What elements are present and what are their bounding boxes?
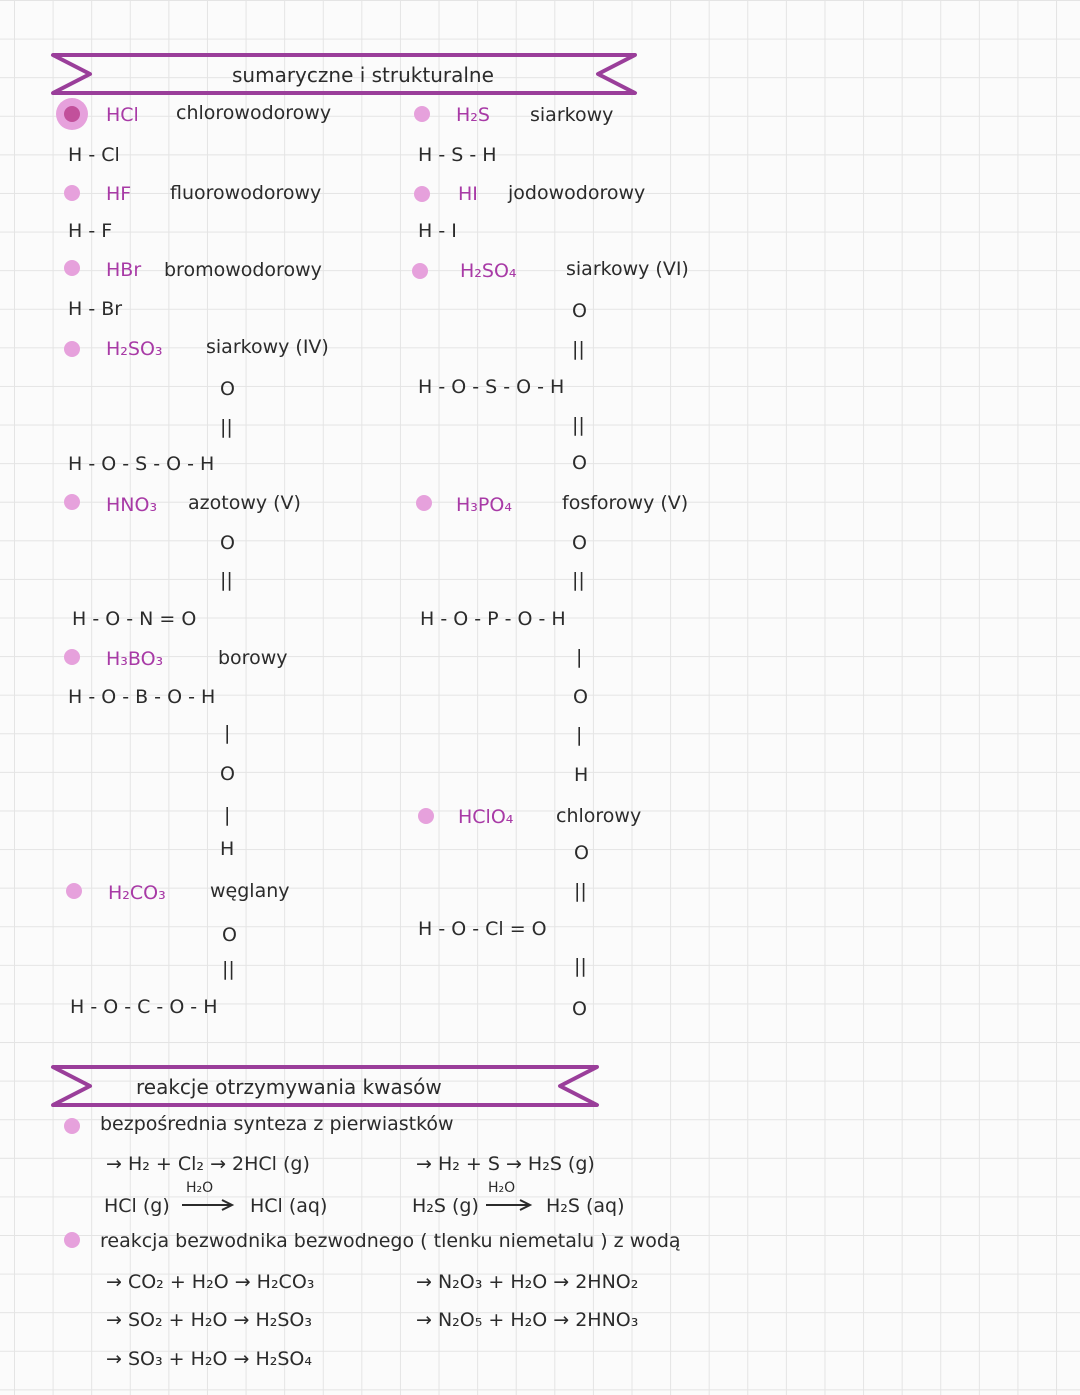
structure-h3po4-row: H - O - P - O - H: [420, 608, 566, 630]
structure-hclo4-row: H - O - Cl = O: [418, 918, 547, 940]
formula-h2s: H₂S: [456, 104, 490, 126]
structure-hbr: H - Br: [68, 298, 123, 320]
acid-name-hcl: chlorowodorowy: [176, 102, 332, 124]
acid-name-h3po4: fosforowy (V): [562, 492, 689, 514]
reaction-h2-s: → H₂ + S → H₂S (g): [416, 1153, 595, 1175]
bullet-icon: [66, 883, 82, 899]
bullet-icon: [412, 263, 428, 279]
water-over-arrow: H₂O: [186, 1180, 214, 1196]
structure-h3bo3-bond: |: [224, 722, 231, 744]
structure-h2so4-double-bond: ||: [572, 338, 585, 360]
structure-h2so4-double-bond: ||: [572, 414, 585, 436]
structure-h3po4-oxygen: O: [573, 686, 588, 708]
structure-h2co3-top: O: [222, 924, 237, 946]
bullet-icon: [64, 341, 80, 357]
section-banner-reactions: [50, 1064, 602, 1110]
bullet-icon: [64, 185, 80, 201]
structure-h3bo3-bond: |: [224, 804, 231, 826]
bullet-icon: [416, 495, 432, 511]
reaction-n2o3: → N₂O₃ + H₂O → 2HNO₂: [416, 1271, 639, 1293]
structure-h2so3-top: O: [220, 378, 235, 400]
formula-h2so3: H₂SO₃: [106, 338, 163, 360]
structure-h3po4-top: O: [572, 532, 587, 554]
structure-h3bo3-hydrogen: H: [220, 838, 235, 860]
formula-h3po4: H₃PO₄: [456, 494, 512, 516]
acid-name-hi: jodowodorowy: [508, 182, 646, 204]
formula-hclo4: HClO₄: [458, 806, 514, 828]
structure-hno3-row: H - O - N = O: [72, 608, 197, 630]
acid-name-hf: fluorowodorowy: [170, 182, 322, 204]
water-over-arrow: H₂O: [488, 1180, 516, 1196]
reaction-n2o5: → N₂O₅ + H₂O → 2HNO₃: [416, 1309, 639, 1331]
structure-h2co3-row: H - O - C - O - H: [70, 996, 218, 1018]
structure-h3po4-bond: |: [576, 646, 583, 668]
acid-name-h3bo3: borowy: [218, 647, 288, 669]
structure-hno3-double-bond: ||: [220, 569, 233, 591]
reaction-co2: → CO₂ + H₂O → H₂CO₃: [106, 1271, 315, 1293]
bullet-icon: [64, 1118, 80, 1134]
structure-hno3-top: O: [220, 532, 235, 554]
bullet-icon: [64, 1232, 80, 1248]
bullet-highlight-icon: [56, 98, 88, 130]
reaction-arrow-icon: [180, 1198, 236, 1212]
dissolution-h2s-aq: H₂S (aq): [546, 1195, 625, 1217]
heading-anhydride-reaction: reakcja bezwodnika bezwodnego ( tlenku niemetalu ) z wodą: [100, 1230, 681, 1252]
acid-name-hbr: bromowodorowy: [164, 259, 322, 281]
structure-h3po4-bond: |: [576, 724, 583, 746]
structure-hcl: H - Cl: [68, 144, 120, 166]
acid-name-hclo4: chlorowy: [556, 805, 642, 827]
acid-name-h2co3: węglany: [210, 880, 290, 902]
structure-hi: H - I: [418, 220, 457, 242]
reaction-h2-cl2: → H₂ + Cl₂ → 2HCl (g): [106, 1153, 310, 1175]
formula-hbr: HBr: [106, 259, 142, 281]
structure-hf: H - F: [68, 220, 113, 242]
formula-h2so4: H₂SO₄: [460, 260, 517, 282]
formula-h2co3: H₂CO₃: [108, 882, 166, 904]
structure-h3po4-hydrogen: H: [574, 764, 589, 786]
dissolution-hcl-gas: HCl (g): [104, 1195, 170, 1217]
acid-name-h2s: siarkowy: [530, 104, 614, 126]
bullet-icon: [64, 260, 80, 276]
structure-h3po4-double-bond: ||: [572, 569, 585, 591]
structure-hclo4-top: O: [574, 842, 589, 864]
bullet-icon: [414, 106, 430, 122]
formula-hcl: HCl: [106, 104, 139, 126]
acid-name-h2so3: siarkowy (IV): [206, 336, 329, 358]
structure-h2so3-row: H - O - S - O - H: [68, 453, 215, 475]
dissolution-hcl-aq: HCl (aq): [250, 1195, 328, 1217]
dissolution-h2s-gas: H₂S (g): [412, 1195, 479, 1217]
structure-h3bo3-oxygen: O: [220, 763, 235, 785]
structure-h2so4-bottom: O: [572, 452, 587, 474]
structure-h2co3-double-bond: ||: [222, 958, 235, 980]
structure-h2s: H - S - H: [418, 144, 497, 166]
formula-hf: HF: [106, 183, 132, 205]
structure-h2so3-double-bond: ||: [220, 416, 233, 438]
formula-hi: HI: [458, 183, 478, 205]
reaction-so2: → SO₂ + H₂O → H₂SO₃: [106, 1309, 312, 1331]
bullet-icon: [414, 186, 430, 202]
structure-h2so4-top: O: [572, 300, 587, 322]
bullet-icon: [64, 494, 80, 510]
acid-name-hno3: azotowy (V): [188, 492, 301, 514]
structure-hclo4-bottom: O: [572, 998, 587, 1020]
reaction-so3: → SO₃ + H₂O → H₂SO₄: [106, 1348, 312, 1370]
bullet-icon: [418, 808, 434, 824]
reaction-arrow-icon: [484, 1198, 534, 1212]
banner-title: sumaryczne i strukturalne: [232, 63, 494, 87]
structure-hclo4-double-bond: ||: [574, 880, 587, 902]
bullet-icon: [64, 649, 80, 665]
banner-title: reakcje otrzymywania kwasów: [136, 1075, 442, 1099]
structure-h2so4-row: H - O - S - O - H: [418, 376, 565, 398]
structure-hclo4-double-bond: ||: [574, 955, 587, 977]
structure-h3bo3-row: H - O - B - O - H: [68, 686, 216, 708]
formula-h3bo3: H₃BO₃: [106, 648, 164, 670]
acid-name-h2so4: siarkowy (VI): [566, 258, 689, 280]
heading-direct-synthesis: bezpośrednia synteza z pierwiastków: [100, 1113, 454, 1135]
formula-hno3: HNO₃: [106, 494, 158, 516]
section-banner-structures: [50, 52, 640, 98]
